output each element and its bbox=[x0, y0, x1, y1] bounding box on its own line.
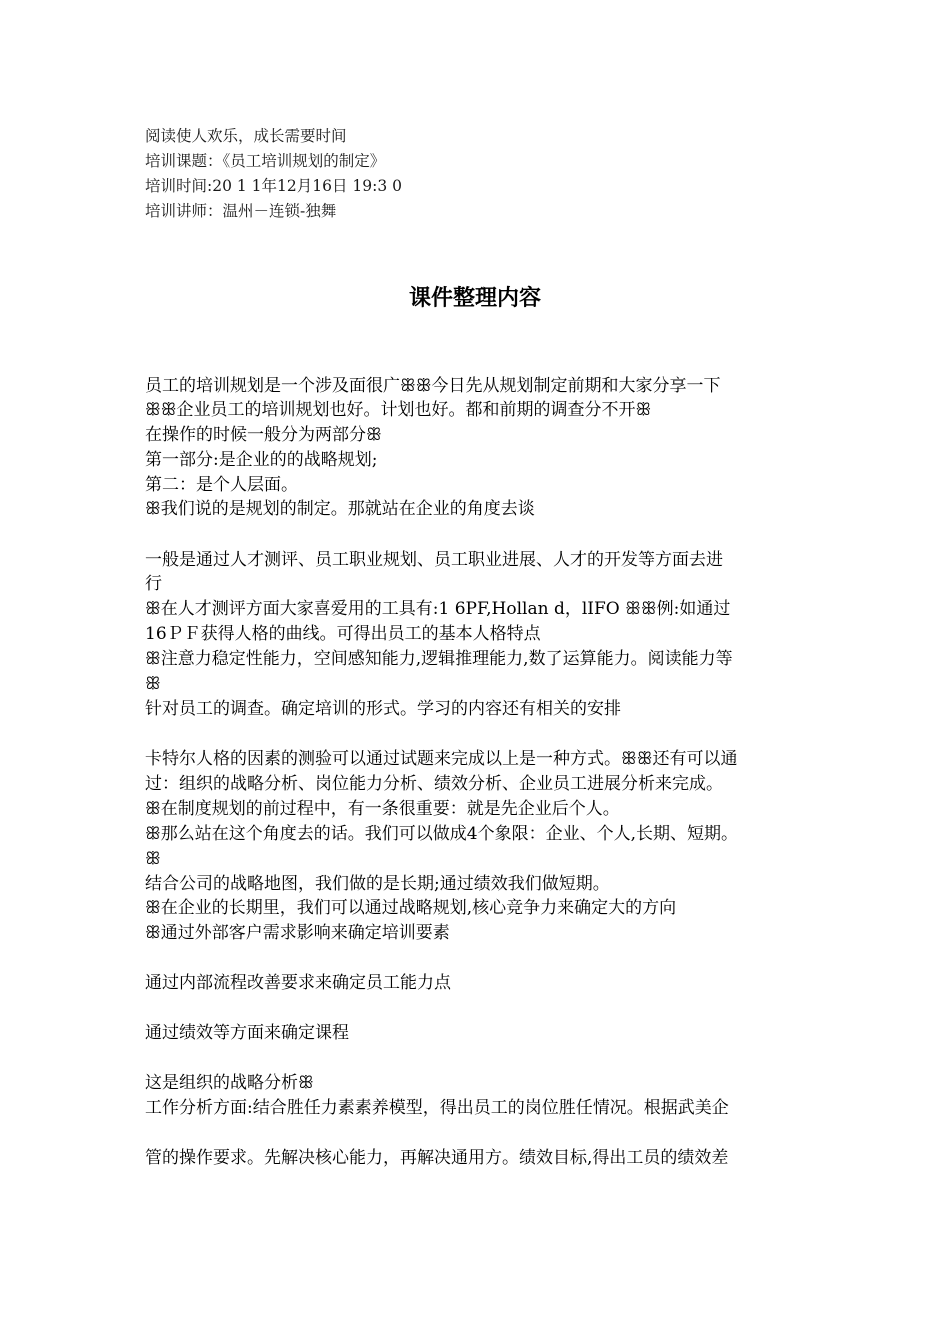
paragraph-line: ꕥꕥ企业员工的培训规划也好。计划也好。都和前期的调查分不开ꕥ bbox=[145, 400, 652, 420]
training-lecturer: 培训讲师：温州－连锁-独舞 bbox=[145, 202, 337, 220]
paragraph-line: 卡特尔人格的因素的测验可以通过试题来完成以上是一种方式。ꕥꕥ还有可以通 bbox=[145, 749, 738, 769]
paragraph-line: 结合公司的战略地图，我们做的是长期;通过绩效我们做短期。 bbox=[145, 874, 610, 894]
paragraph-line: 在操作的时候一般分为两部分ꕥ bbox=[145, 425, 382, 445]
paragraph-line: 工作分析方面:结合胜任力素素养模型，得出员工的岗位胜任情况。根据武美企 bbox=[145, 1098, 729, 1118]
training-time: 培训时间:20 1 1年12月16日 19:3 0 bbox=[145, 177, 402, 195]
paragraph-line: ꕥ在制度规划的前过程中，有一条很重要：就是先企业后个人。 bbox=[145, 799, 620, 819]
paragraph-line: 过：组织的战略分析、岗位能力分析、绩效分析、企业员工进展分析来完成。 bbox=[145, 774, 723, 794]
motto: 阅读使人欢乐，成长需要时间 bbox=[145, 127, 347, 145]
paragraph-line: 这是组织的战略分析ꕥ bbox=[145, 1073, 314, 1093]
paragraph-line: 通过内部流程改善要求来确定员工能力点 bbox=[145, 973, 451, 993]
paragraph-line: 第二：是个人层面。 bbox=[145, 475, 298, 495]
paragraph-line: ꕥ在企业的长期里，我们可以通过战略规划,核心竞争力来确定大的方向 bbox=[145, 898, 677, 918]
paragraph-line: 员工的培训规划是一个涉及面很广ꕥꕥ今日先从规划制定前期和大家分享一下 bbox=[145, 376, 721, 396]
document-title: 课件整理内容 bbox=[408, 286, 541, 311]
paragraph-line: 16ＰＦ获得人格的曲线。可得出员工的基本人格特点 bbox=[145, 624, 541, 644]
paragraph-line: 第一部分:是企业的的战略规划; bbox=[145, 450, 378, 470]
paragraph-line: ꕥ通过外部客户需求影响来确定培训要素 bbox=[145, 923, 450, 943]
paragraph-line: ꕥ在人才测评方面大家喜爱用的工具有:1 6PF,Hollan d，lIFO ꕥꕥ例:如通过 bbox=[145, 599, 731, 619]
paragraph-line: 针对员工的调查。确定培训的形式。学习的内容还有相关的安排 bbox=[145, 699, 621, 719]
paragraph-line: ꕥ注意力稳定性能力，空间感知能力,逻辑推理能力,数了运算能力。阅读能力等 bbox=[145, 649, 733, 669]
training-topic: 培训课题：《员工培训规划的制定》 bbox=[145, 152, 386, 170]
paragraph-line: ꕥ bbox=[145, 849, 161, 869]
paragraph-line: ꕥ我们说的是规划的制定。那就站在企业的角度去谈 bbox=[145, 499, 535, 519]
paragraph-line: ꕥ bbox=[145, 674, 161, 694]
paragraph-line: 通过绩效等方面来确定课程 bbox=[145, 1023, 349, 1043]
paragraph-line: 一般是通过人才测评、员工职业规划、员工职业进展、人才的开发等方面去进 bbox=[145, 550, 723, 570]
paragraph-line: 行 bbox=[145, 574, 162, 594]
paragraph-line: ꕥ那么站在这个角度去的话。我们可以做成4个象限：企业、个人,长期、短期。 bbox=[145, 824, 738, 844]
paragraph-line: 管的操作要求。先解决核心能力，再解决通用方。绩效目标,得出工员的绩效差 bbox=[145, 1148, 729, 1168]
